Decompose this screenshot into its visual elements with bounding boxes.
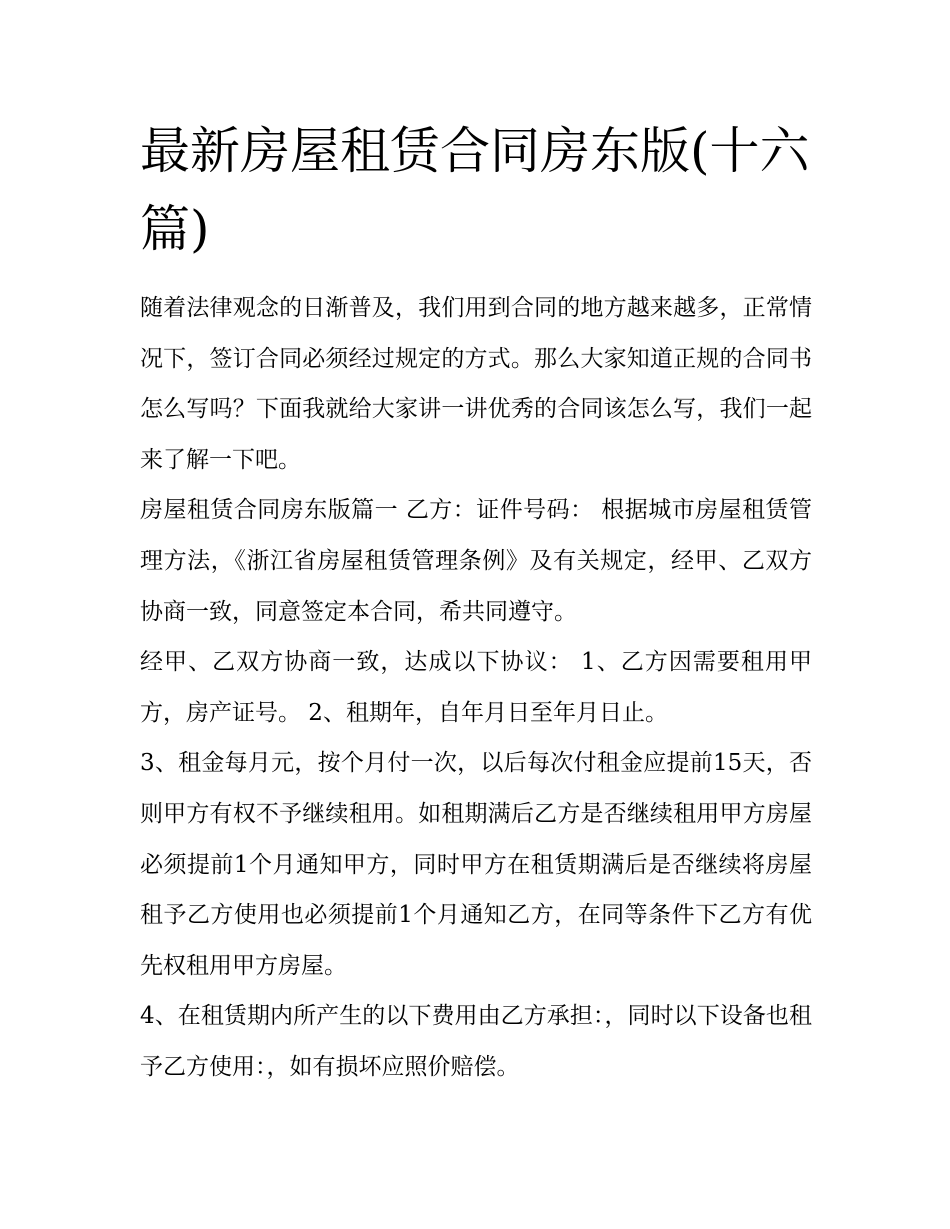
document-title: 最新房屋租赁合同房东版(十六篇)	[140, 122, 810, 258]
paragraph-agreement-terms: 经甲、乙双方协商一致，达成以下协议： 1、乙方因需要租用甲方，房产证号。 2、租期年，自年月日至年月日止。	[140, 649, 812, 726]
paragraph-contract-parties: 房屋租赁合同房东版篇一 乙方：证件号码： 根据城市房屋租赁管理方法，《浙江省房屋租赁管理条例》及有关规定，经甲、乙双方协商一致，同意签定本合同，希共同遵守。	[140, 497, 812, 625]
paragraph-intro: 随着法律观念的日渐普及，我们用到合同的地方越来越多，正常情况下，签订合同必须经过规定的方式。那么大家知道正规的合同书怎么写吗？下面我就给大家讲一讲优秀的合同该怎么写，我们一起来了解一下吧。	[140, 295, 812, 473]
paragraph-rent-payment: 3、租金每月元，按个月付一次，以后每次付租金应提前15天，否则甲方有权不予继续租用。如租期满后乙方是否继续租用甲方房屋必须提前1个月通知甲方，同时甲方在租赁期满后是否继续将房屋租予乙方使用也必须提前1个月通知乙方，在同等条件下乙方有优先权租用甲方房屋。	[140, 750, 812, 979]
paragraph-expenses: 4、在租赁期内所产生的以下费用由乙方承担：，同时以下设备也租予乙方使用：，如有损坏应照价赔偿。	[140, 1003, 812, 1080]
document-body	[140, 283, 812, 1093]
